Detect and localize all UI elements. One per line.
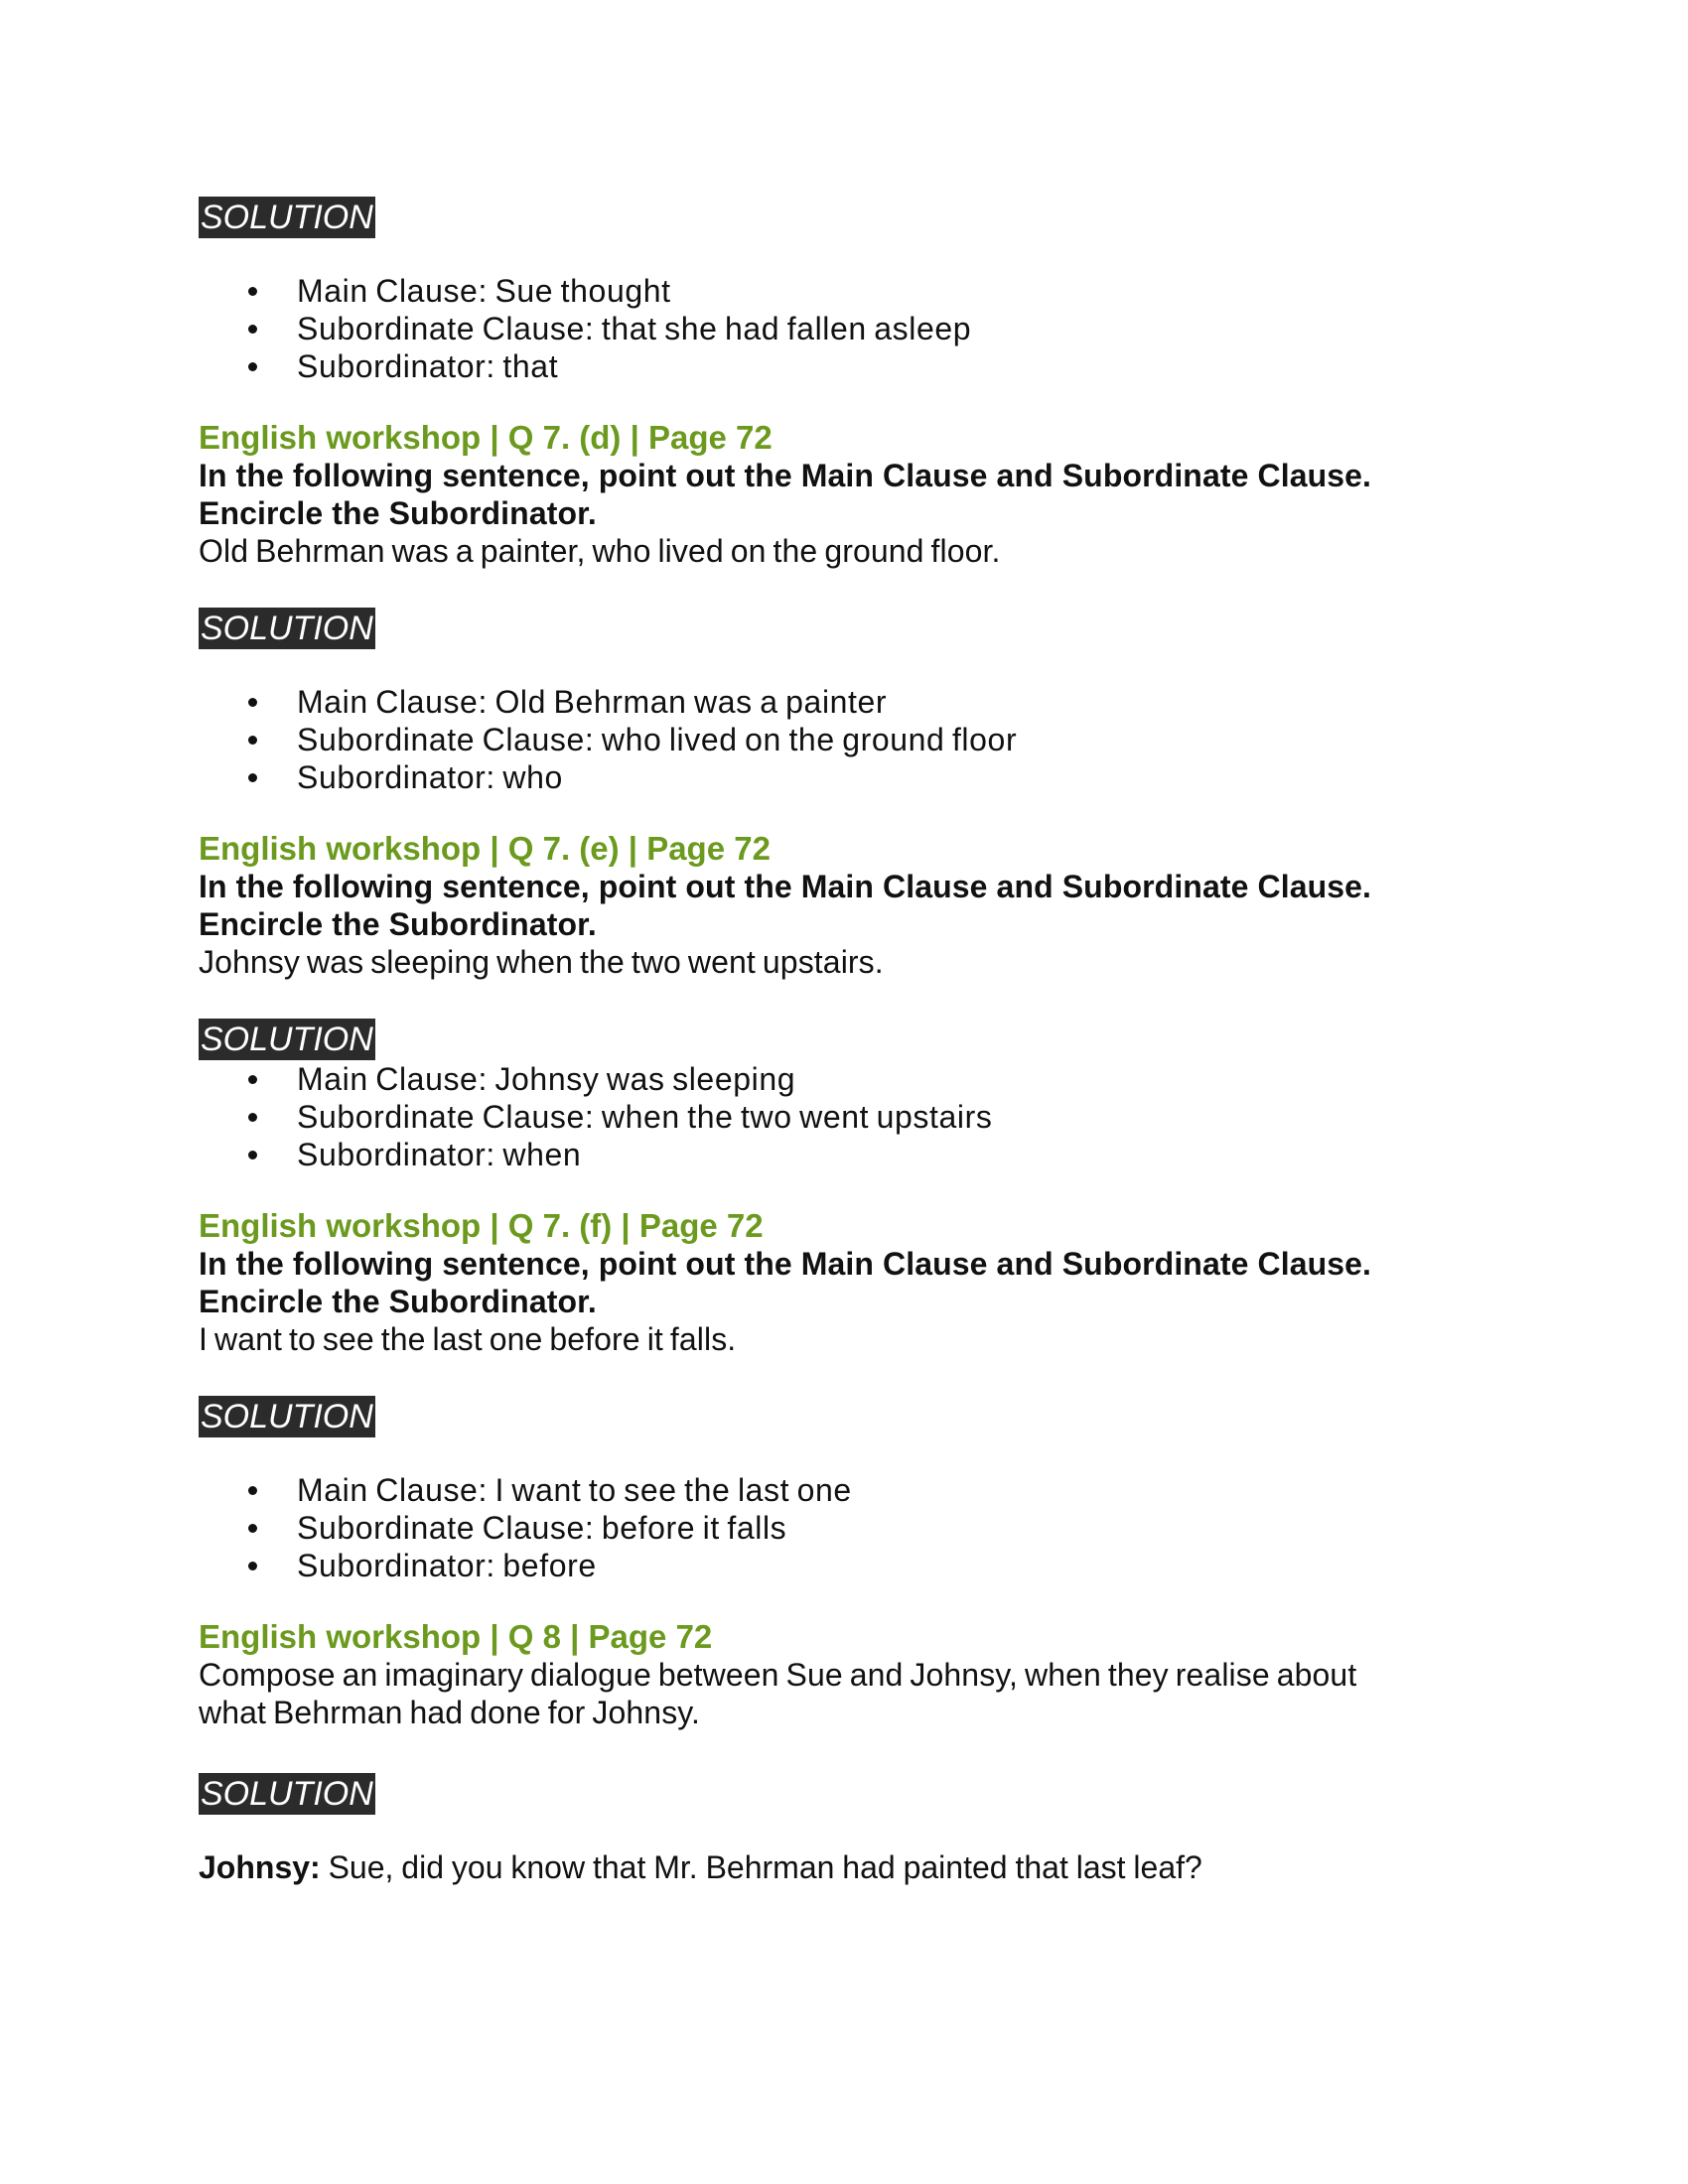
list-item: Main Clause: Sue thought xyxy=(199,272,1489,310)
list-item: Subordinator: when xyxy=(199,1136,1489,1173)
question-text: Compose an imaginary dialogue between Sue and Johnsy, when they realise about xyxy=(199,1657,1357,1693)
bullet-icon xyxy=(248,773,257,782)
answer-list xyxy=(199,683,1489,796)
question-instruction: In the following sentence, point out the Main Clause and Subordinate Clause. xyxy=(199,458,1372,493)
list-item: Main Clause: I want to see the last one xyxy=(199,1471,1489,1509)
bullet-icon xyxy=(248,287,257,296)
question-instruction: In the following sentence, point out the Main Clause and Subordinate Clause. xyxy=(199,1246,1372,1282)
bullet-icon xyxy=(248,1486,257,1495)
list-item: Subordinator: who xyxy=(199,758,1489,796)
solution-label: SOLUTION xyxy=(201,1398,373,1435)
question-heading: English workshop | Q 8 | Page 72 xyxy=(199,1618,713,1655)
document-page xyxy=(199,197,1489,1886)
question-sentence: Old Behrman was a painter, who lived on the ground floor. xyxy=(199,533,1001,569)
solution-label: SOLUTION xyxy=(201,1775,373,1813)
speaker-name: Johnsy: xyxy=(199,1849,321,1885)
bullet-icon xyxy=(248,1113,257,1122)
question-heading: English workshop | Q 7. (e) | Page 72 xyxy=(199,830,771,867)
list-item: Subordinator: that xyxy=(199,347,1489,385)
list-item: Subordinator: before xyxy=(199,1547,1489,1584)
question-sentence: Johnsy was sleeping when the two went upstairs. xyxy=(199,944,884,980)
question-text: what Behrman had done for Johnsy. xyxy=(199,1695,701,1730)
question-instruction: Encircle the Subordinator. xyxy=(199,1284,597,1319)
question-heading: English workshop | Q 7. (f) | Page 72 xyxy=(199,1207,764,1244)
list-item: Subordinate Clause: when the two went upstairs xyxy=(199,1098,1489,1136)
question-instruction: Encircle the Subordinator. xyxy=(199,495,597,531)
bullet-icon xyxy=(248,698,257,707)
list-item: Subordinate Clause: before it falls xyxy=(199,1509,1489,1547)
bullet-icon xyxy=(248,362,257,371)
solution-label: SOLUTION xyxy=(201,1021,373,1058)
bullet-icon xyxy=(248,1524,257,1533)
list-item: Main Clause: Old Behrman was a painter xyxy=(199,683,1489,721)
bullet-icon xyxy=(248,325,257,334)
solution-label: SOLUTION xyxy=(201,610,373,647)
question-instruction: Encircle the Subordinator. xyxy=(199,906,597,942)
dialogue-line xyxy=(199,1848,1489,1886)
question-heading: English workshop | Q 7. (d) | Page 72 xyxy=(199,419,773,456)
answer-list xyxy=(199,1060,1489,1173)
answer-list xyxy=(199,272,1489,385)
bullet-icon xyxy=(248,1075,257,1084)
list-item: Subordinate Clause: who lived on the ground floor xyxy=(199,721,1489,758)
list-item: Subordinate Clause: that she had fallen asleep xyxy=(199,310,1489,347)
bullet-icon xyxy=(248,1562,257,1570)
bullet-icon xyxy=(248,736,257,745)
bullet-icon xyxy=(248,1151,257,1160)
dialogue-text: Sue, did you know that Mr. Behrman had painted that last leaf? xyxy=(320,1849,1202,1885)
question-instruction: In the following sentence, point out the Main Clause and Subordinate Clause. xyxy=(199,869,1372,904)
solution-label: SOLUTION xyxy=(201,199,373,236)
question-sentence: I want to see the last one before it falls. xyxy=(199,1321,737,1357)
list-item: Main Clause: Johnsy was sleeping xyxy=(199,1060,1489,1098)
answer-list xyxy=(199,1471,1489,1584)
